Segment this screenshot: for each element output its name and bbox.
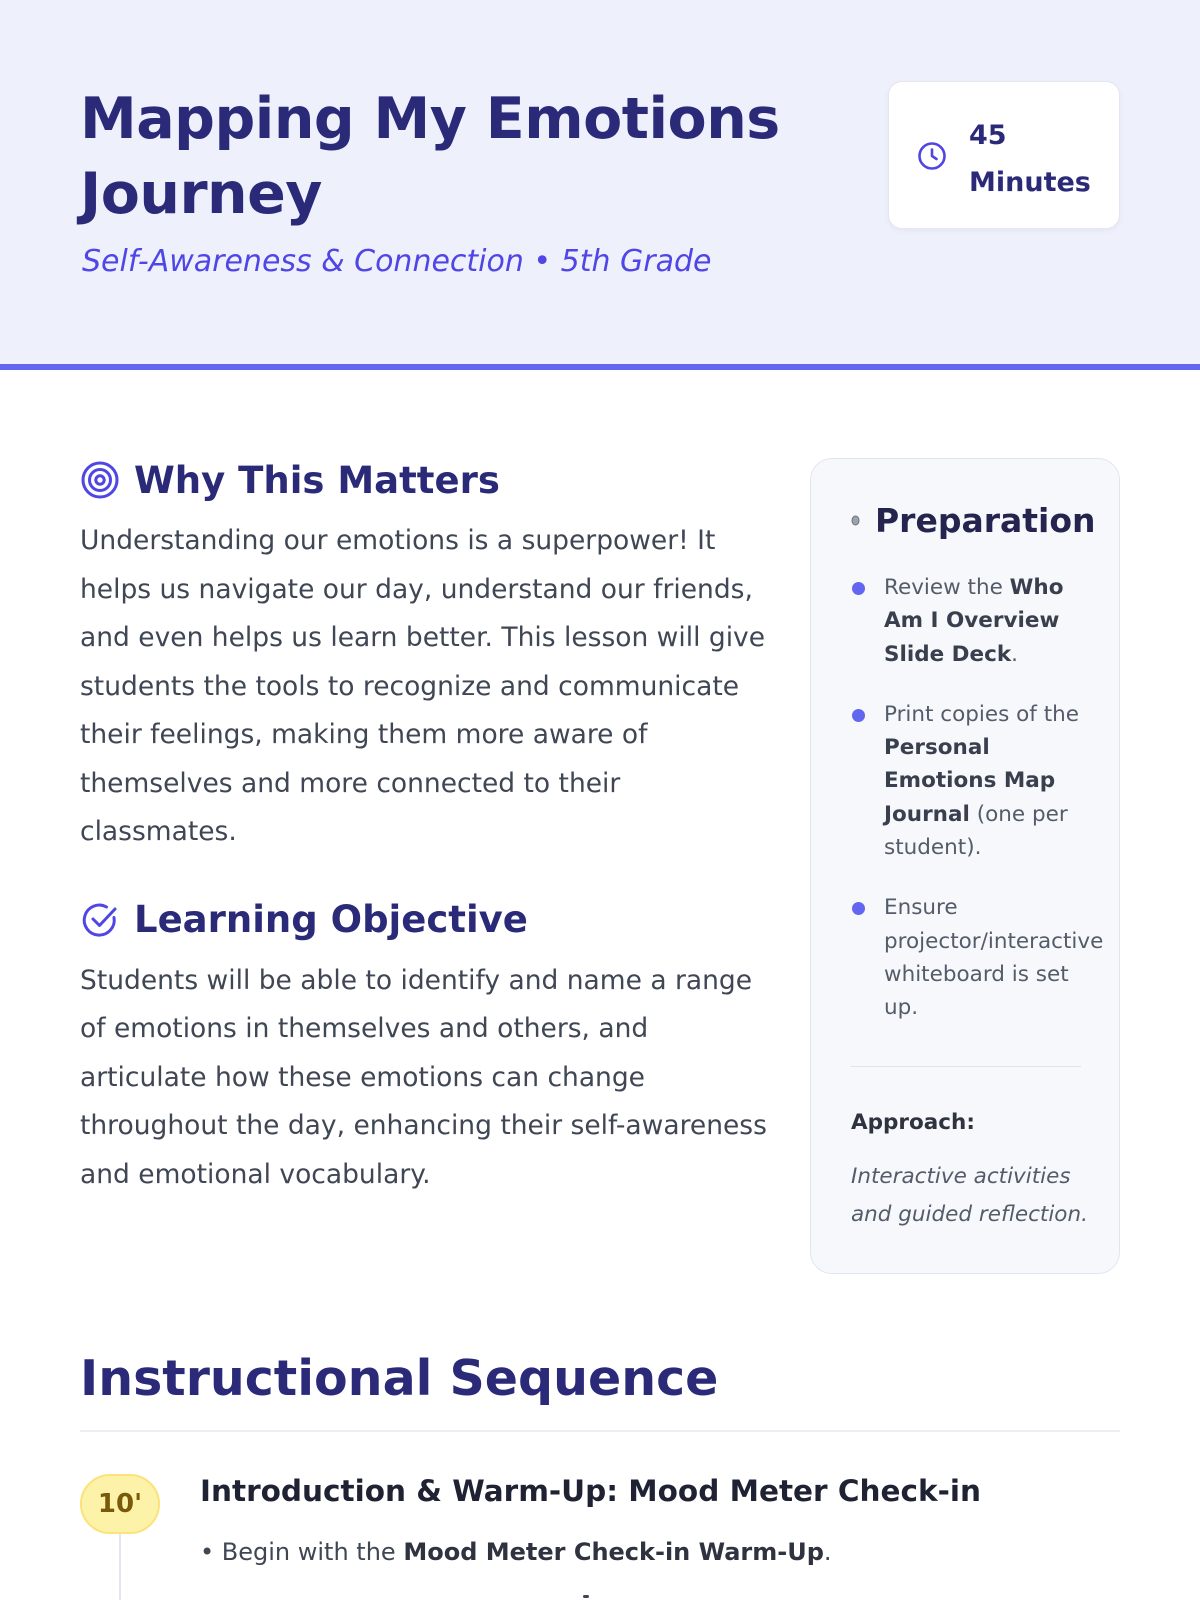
preparation-item: [851, 698, 1101, 864]
duration-card: [888, 81, 1120, 229]
timeline-line: [119, 1534, 121, 1600]
bullet-dot-icon: [852, 582, 865, 595]
objective-body: Students will be able to identify and name a range of emotions in themselves and others, and articulate how these emotions can change throughout the day, enhancing their self-awareness and emotional vocabulary.: [80, 964, 767, 1190]
bullet-dot-icon: [852, 902, 865, 915]
bullet-dot-icon: [852, 709, 865, 722]
objective-section: [80, 895, 770, 1200]
duration-value: 45: [969, 120, 1007, 151]
item-text: Review the: [884, 575, 1010, 600]
item-bold: Who Am I Overview Slide Deck: [884, 575, 1064, 667]
lesson-header: [0, 0, 1200, 370]
step-bullet-suffix: .: [823, 1538, 832, 1566]
why-body: Understanding our emotions is a superpower! It helps us navigate our day, understand our friends, and even helps us learn better. This lesson will give students the tools to recognize and communicate their feelings, making them more aware of themselves and more connected to their classmates.: [80, 525, 766, 847]
preparation-heading: Preparation: [875, 501, 1096, 540]
duration-text: [969, 112, 1109, 206]
preparation-card: [810, 458, 1120, 1274]
item-suffix: .: [1011, 641, 1018, 667]
preparation-item: [851, 571, 1101, 671]
step-bullet-bold: Mood Meter Check-in Warm-Up: [403, 1538, 824, 1566]
page-subtitle: Self-Awareness & Connection • 5th Grade: [82, 244, 712, 279]
preparation-item: [851, 891, 1104, 1024]
preparation-list: [851, 571, 1104, 1052]
step-title: Introduction & Warm-Up: Mood Meter Check-in: [200, 1474, 982, 1508]
item-suffix: (one per student).: [884, 801, 1068, 861]
item-text: Print copies of the: [884, 701, 1079, 727]
item-bold: Personal Emotions Map Journal: [884, 735, 1056, 827]
objective-heading-row: [80, 895, 770, 945]
objective-heading: Learning Objective: [134, 898, 528, 941]
sequence-divider: [80, 1430, 1120, 1432]
approach-text: Interactive activities and guided reflection.: [851, 1164, 1088, 1227]
approach-label: Approach:: [851, 1110, 975, 1135]
page-title: Mapping My Emotions Journey: [80, 86, 780, 227]
overview-column: [80, 455, 770, 1199]
step-bullet: [200, 1538, 832, 1566]
preparation-heading-row: [851, 501, 1096, 540]
step-bullet-text: • Begin with the: [200, 1538, 404, 1566]
check-circle-icon: [80, 900, 120, 940]
cut-off-text-fragment: [583, 1595, 589, 1598]
sequence-heading: Instructional Sequence: [80, 1350, 719, 1407]
clock-icon: [916, 140, 948, 172]
duration-unit: Minutes: [969, 167, 1091, 198]
why-section: [80, 455, 770, 857]
step-time-badge: 10': [80, 1474, 160, 1534]
item-text: Ensure projector/interactive whiteboard is set up.: [884, 895, 1104, 1021]
why-heading-row: [80, 455, 770, 505]
why-heading: Why This Matters: [134, 458, 500, 502]
target-icon: [80, 460, 120, 500]
small-dot-icon: [851, 515, 860, 526]
preparation-divider: [851, 1066, 1081, 1067]
